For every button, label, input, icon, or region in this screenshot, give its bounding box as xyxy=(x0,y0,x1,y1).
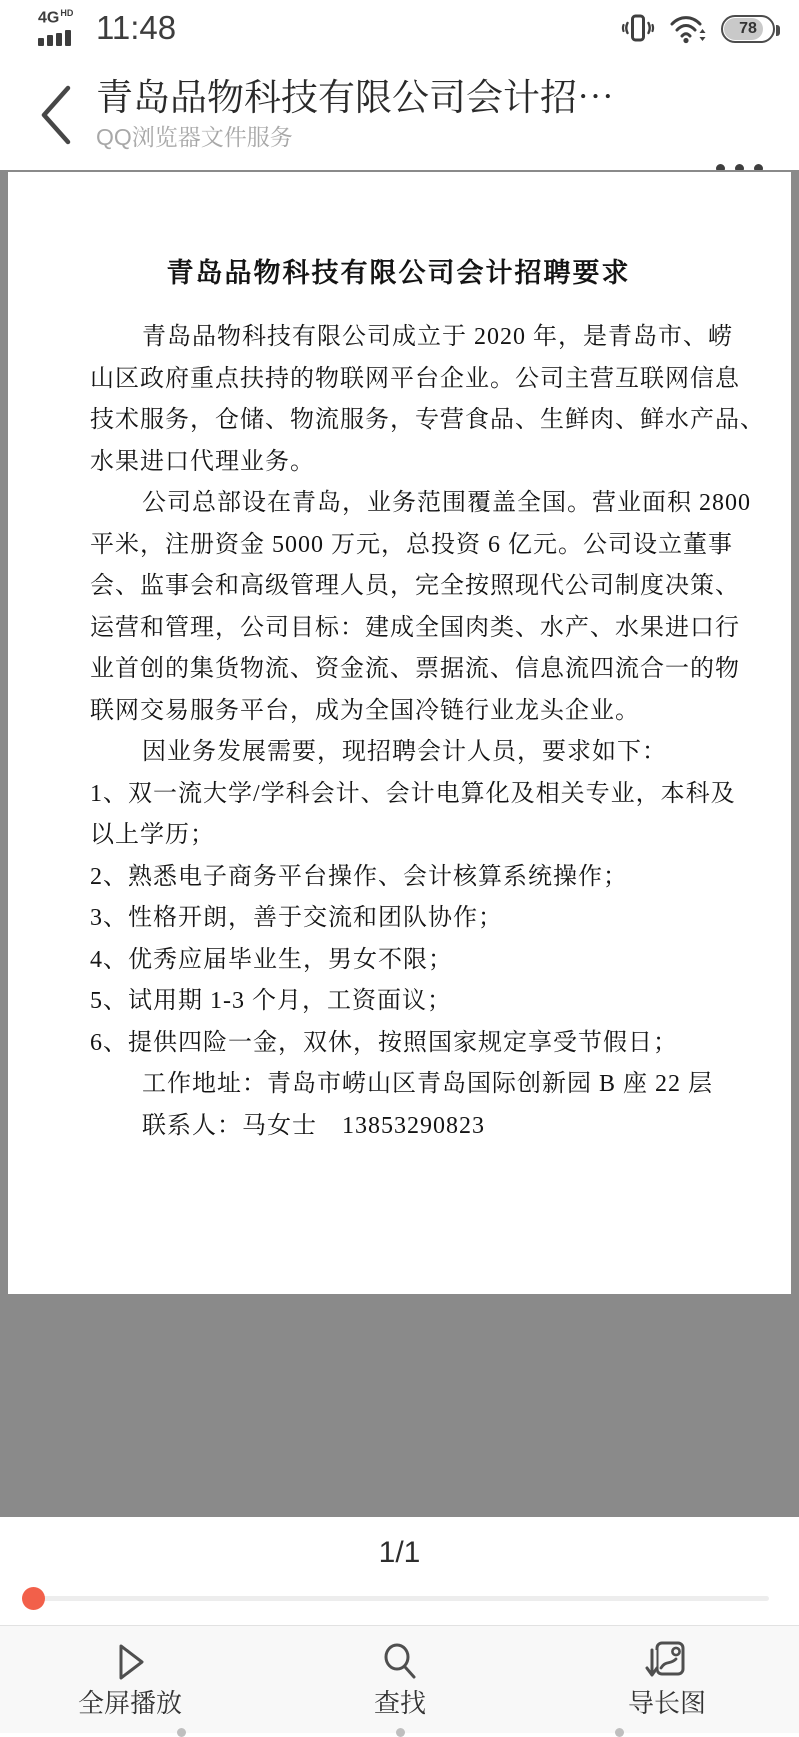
doc-line: 1、双一流大学/学科会计、会计电算化及相关专业，本科及 xyxy=(90,780,736,807)
doc-line: 运营和管理，公司目标：建成全国肉类、水产、水果进口行 xyxy=(90,614,740,641)
cell-signal-indicator xyxy=(38,5,73,46)
signal-bars-icon xyxy=(38,29,73,46)
doc-line: 平米，注册资金 5000 万元，总投资 6 亿元。公司设立董事 xyxy=(90,531,733,558)
doc-line: 会、监事会和高级管理人员，完全按照现代公司制度决策、 xyxy=(90,573,740,599)
play-icon xyxy=(106,1638,154,1686)
network-label: 4G xyxy=(38,9,60,27)
bottom-toolbar xyxy=(0,1625,799,1733)
doc-line: 3、性格开朗，善于交流和团队协作； xyxy=(90,905,503,931)
page-scrubber-thumb[interactable] xyxy=(22,1587,45,1610)
wifi-icon xyxy=(668,13,708,45)
fullscreen-play-button[interactable] xyxy=(30,1638,230,1717)
network-type-label xyxy=(38,5,73,26)
back-button[interactable] xyxy=(34,82,78,148)
header-titles xyxy=(96,76,679,150)
toolbar-label: 查找 xyxy=(373,1688,426,1718)
doc-line: 青岛品物科技有限公司成立于 2020 年，是青岛市、崂 xyxy=(142,324,733,350)
doc-line: 水果进口代理业务。 xyxy=(90,448,315,475)
document-content xyxy=(8,172,791,1147)
document-title: 青岛品物科技有限公司会计招⋯ xyxy=(96,77,614,118)
doc-line: 业首创的集货物流、资金流、票据流、信息流四流合一的物 xyxy=(90,656,740,682)
doc-line: 2、熟悉电子商务平台操作、会计核算系统操作； xyxy=(90,863,628,890)
battery-nub xyxy=(776,25,780,36)
document-viewer[interactable] xyxy=(0,170,799,1517)
doc-line: 因业务发展需要，现招聘会计人员，要求如下： xyxy=(142,739,667,765)
doc-line: 工作地址：青岛市崂山区青岛国际创新园 B 座 22 层 xyxy=(142,1071,714,1097)
toolbar-label: 导长图 xyxy=(627,1688,706,1718)
doc-line: 以上学历； xyxy=(90,822,215,848)
page-scrubber-track[interactable] xyxy=(38,1596,769,1601)
bottom-panel xyxy=(0,1517,799,1733)
page-indicator: 1/1 xyxy=(378,1536,421,1569)
doc-line: 联网交易服务平台，成为全国冷链行业龙头企业。 xyxy=(90,697,640,724)
battery-percent: 78 xyxy=(739,20,757,37)
toolbar-label: 全屏播放 xyxy=(77,1688,182,1718)
clock-time: 11:48 xyxy=(96,9,177,46)
status-bar xyxy=(0,0,799,60)
vibrate-icon xyxy=(621,13,655,45)
doc-line: 6、提供四险一金，双休，按照国家规定享受节假日； xyxy=(90,1029,678,1056)
find-button[interactable] xyxy=(300,1638,500,1717)
search-icon xyxy=(376,1638,424,1686)
doc-heading: 青岛品物科技有限公司会计招聘要求 xyxy=(166,258,631,288)
status-icons xyxy=(621,13,775,45)
app-header xyxy=(0,60,799,170)
doc-line: 5、试用期 1-3 个月，工资面议； xyxy=(90,988,452,1014)
document-page xyxy=(8,172,791,1294)
hd-badge: HD xyxy=(60,8,74,18)
file-service-subtitle: QQ浏览器文件服务 xyxy=(96,124,293,150)
export-long-image-button[interactable] xyxy=(567,1638,767,1717)
doc-line: 公司总部设在青岛，业务范围覆盖全国。营业面积 2800 xyxy=(142,490,751,516)
doc-line: 技术服务，仓储、物流服务，专营食品、生鲜肉、鲜水产品、 xyxy=(90,407,765,433)
doc-line: 4、优秀应届毕业生，男女不限； xyxy=(90,946,453,973)
doc-line: 山区政府重点扶持的物联网平台企业。公司主营互联网信息 xyxy=(90,365,740,392)
export-long-image-icon xyxy=(643,1638,691,1686)
doc-line: 联系人：马女士 13853290823 xyxy=(142,1112,485,1139)
battery-icon xyxy=(721,15,775,43)
